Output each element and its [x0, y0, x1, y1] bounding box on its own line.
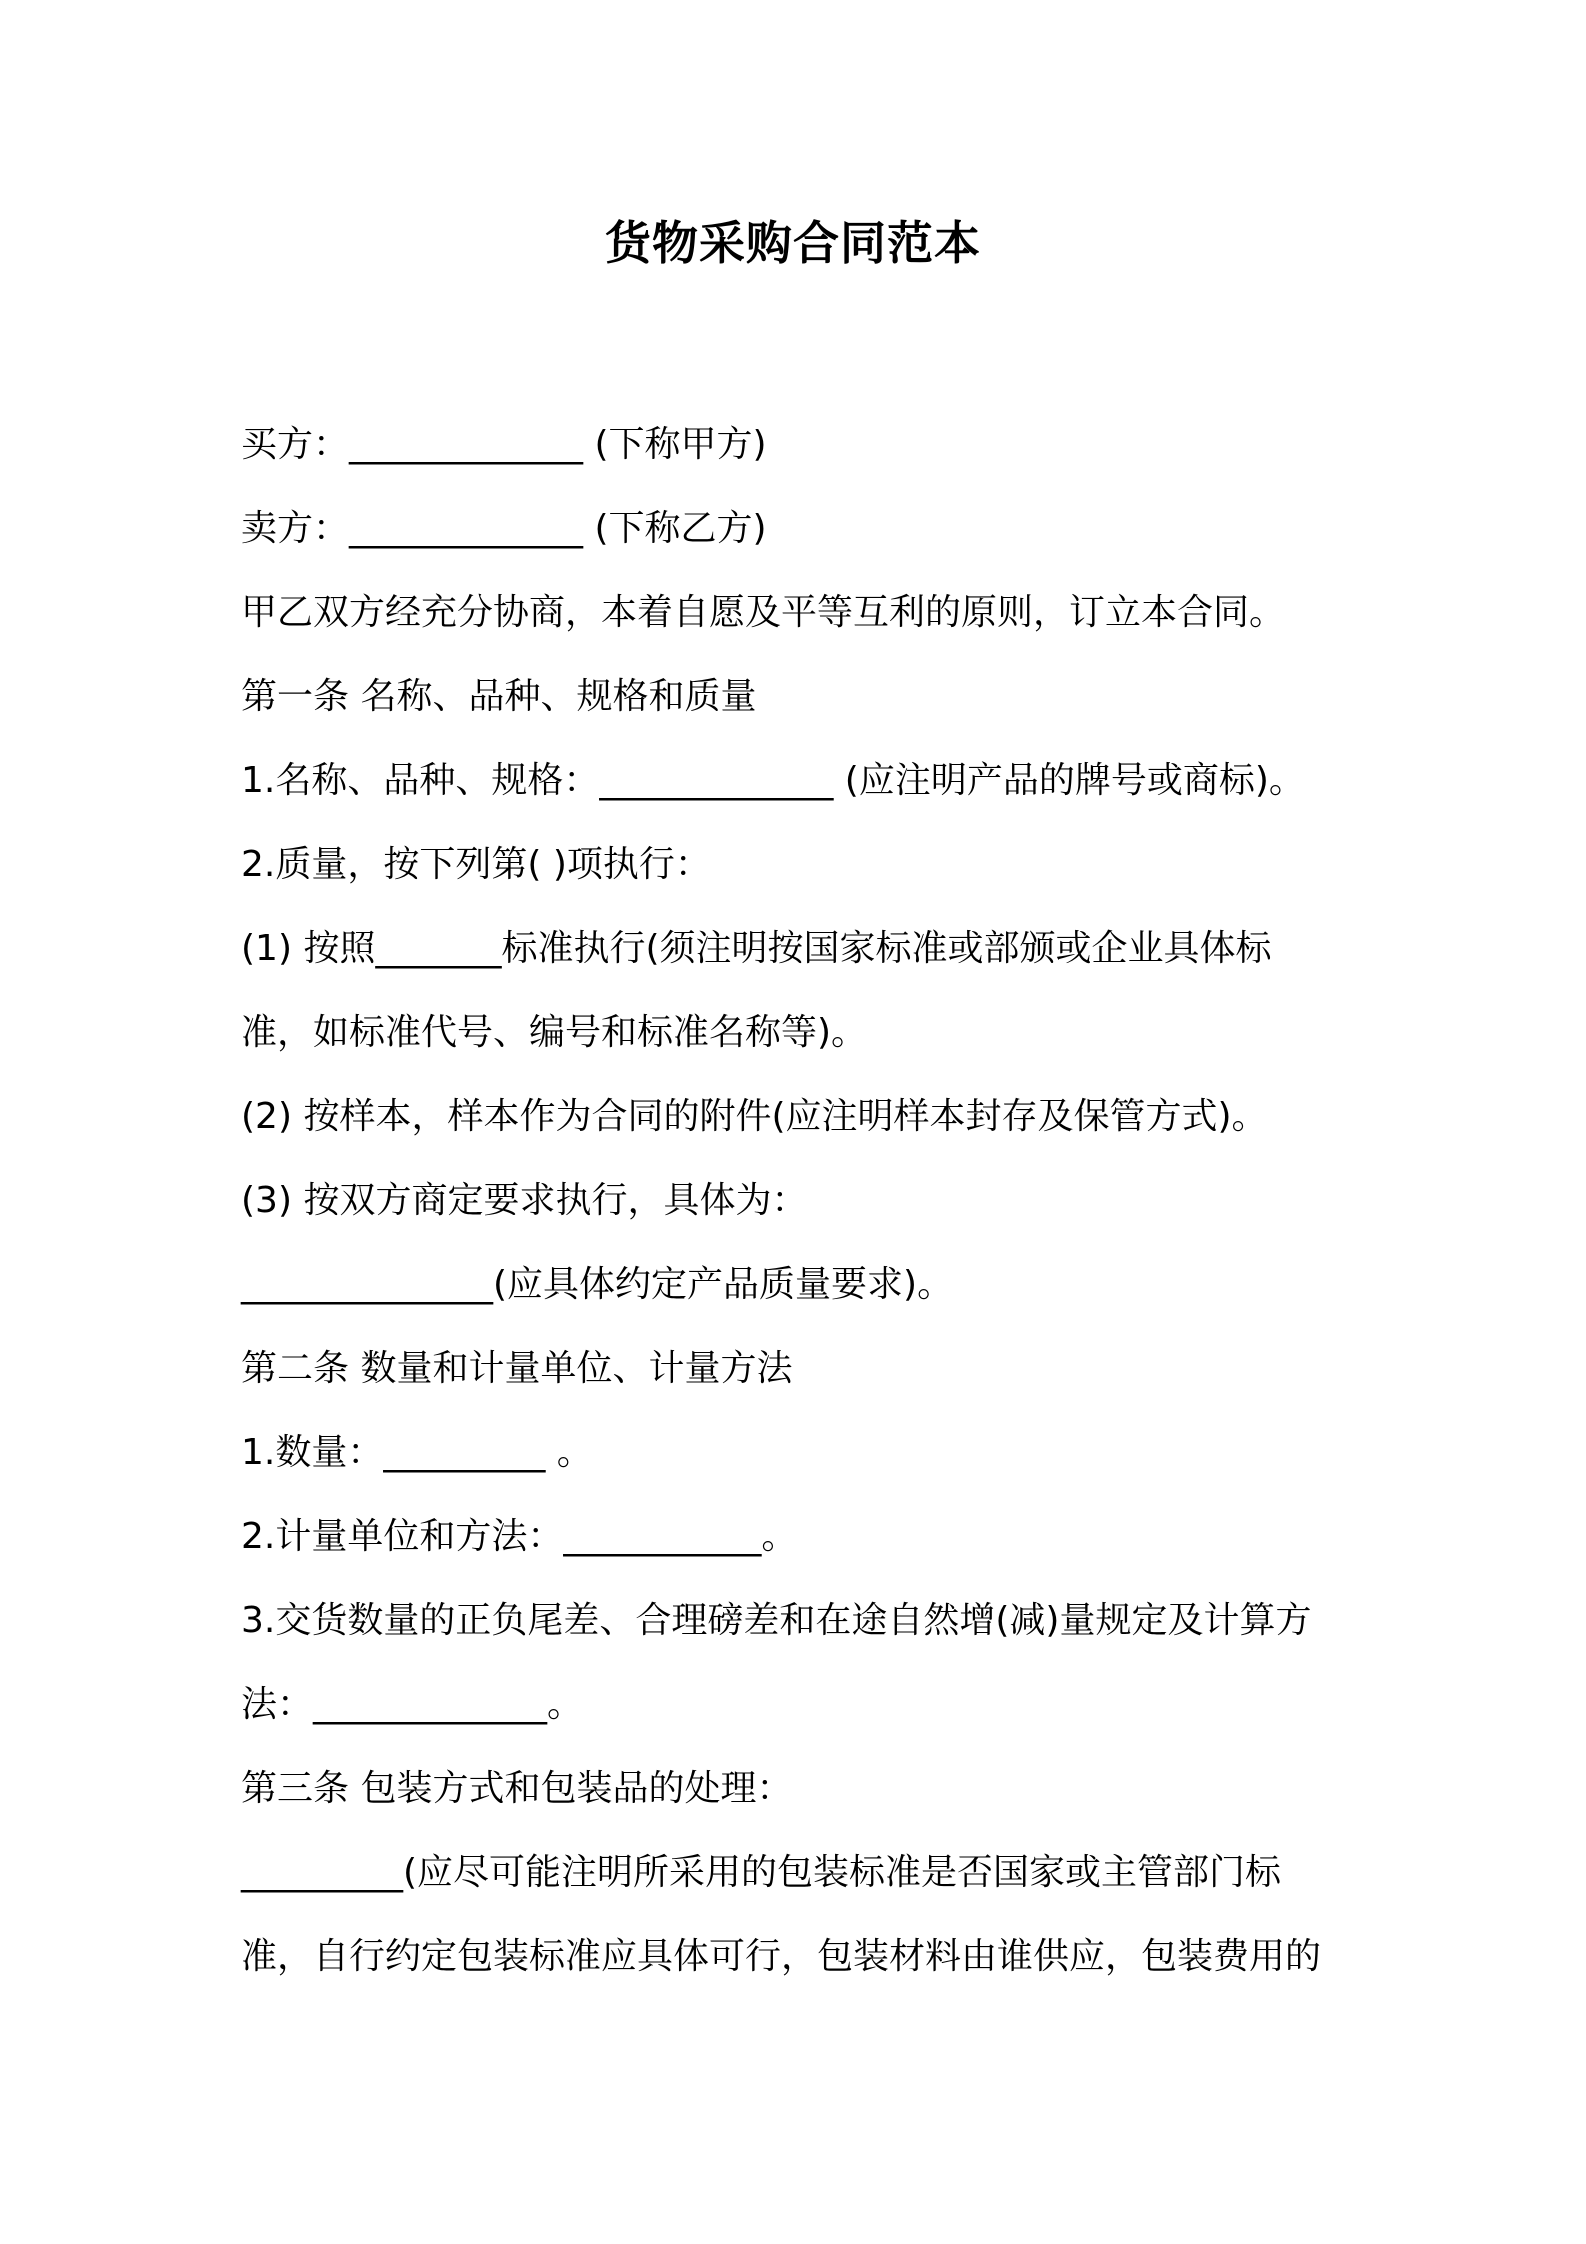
article-1-option-2: (2) 按样本，样本作为合同的附件(应注明样本封存及保管方式)。 [241, 1096, 1268, 1137]
article-1-option-1-cont: 准，如标准代号、编号和标准名称等)。 [241, 1012, 868, 1053]
article-3-heading: 第三条 包装方式和包装品的处理： [241, 1768, 793, 1809]
article-1-option-1: (1) 按照_______标准执行(须注明按国家标准或部颁或企业具体标 [241, 928, 1272, 969]
article-1-option-3-cont: ______________(应具体约定产品质量要求)。 [241, 1264, 954, 1305]
article-1-heading: 第一条 名称、品种、规格和质量 [241, 676, 757, 717]
article-2-heading: 第二条 数量和计量单位、计量方法 [241, 1348, 793, 1389]
article-1-item-2: 2.质量，按下列第( )项执行： [241, 844, 711, 885]
article-2-item-3-cont: 法：_____________。 [241, 1684, 584, 1725]
preamble-line: 甲乙双方经充分协商，本着自愿及平等互利的原则，订立本合同。 [241, 592, 1286, 633]
article-3-text-cont: 准，自行约定包装标准应具体可行，包装材料由谁供应，包装费用的 [241, 1936, 1322, 1977]
article-2-item-3: 3.交货数量的正负尾差、合理磅差和在途自然增(减)量规定及计算方 [241, 1600, 1312, 1641]
article-2-item-1: 1.数量：_________ 。 [241, 1432, 593, 1473]
document-title: 货物采购合同范本 [605, 216, 981, 270]
seller-line: 卖方：_____________ (下称乙方) [241, 508, 767, 549]
article-1-option-3: (3) 按双方商定要求执行，具体为： [241, 1180, 808, 1221]
document-body [241, 403, 1356, 1999]
article-2-item-2: 2.计量单位和方法：___________。 [241, 1516, 798, 1557]
article-3-text: _________(应尽可能注明所采用的包装标准是否国家或主管部门标 [241, 1852, 1282, 1893]
buyer-line: 买方：_____________ (下称甲方) [241, 424, 767, 465]
article-1-item-1: 1.名称、品种、规格：_____________ (应注明产品的牌号或商标)。 [241, 760, 1305, 801]
